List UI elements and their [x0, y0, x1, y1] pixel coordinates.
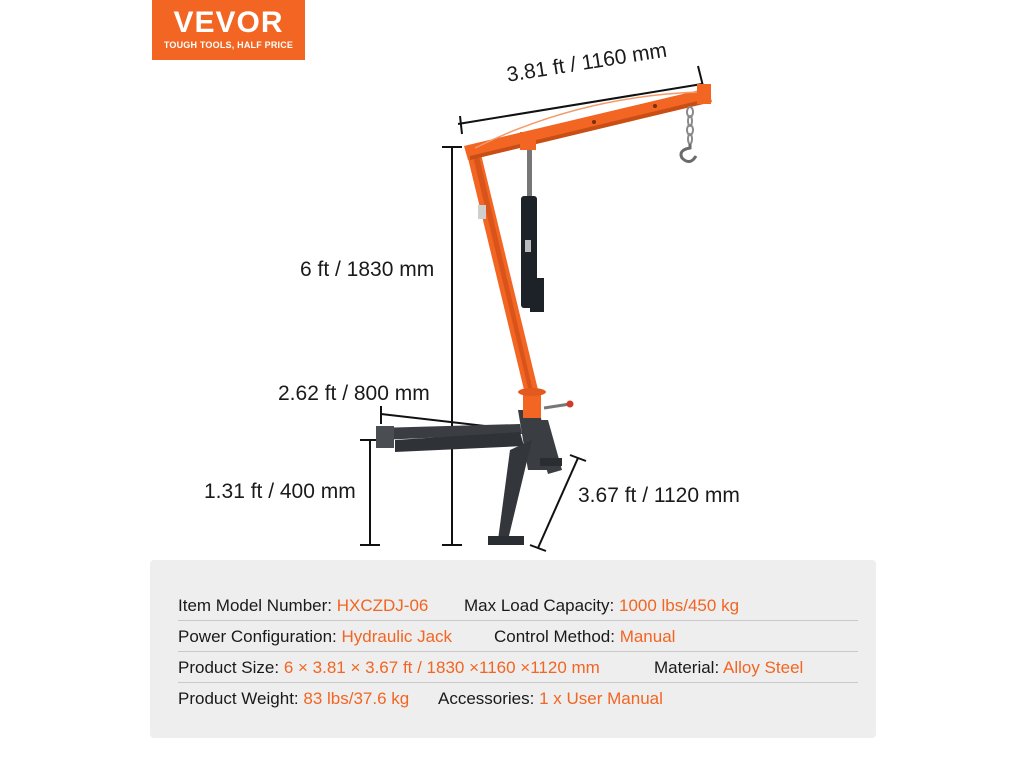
- control-value: Manual: [619, 627, 676, 646]
- model-label: Item Model Number:: [178, 596, 332, 615]
- front-leg: [498, 440, 532, 540]
- chain-hook: [681, 107, 696, 162]
- boom-length-label: 3.81 ft / 1160 mm: [505, 38, 669, 87]
- spec-row-4: [178, 683, 858, 714]
- jack-pump: [530, 278, 544, 312]
- logo-brand-name: VEVOR: [173, 6, 284, 39]
- size-label: Product Size:: [178, 658, 280, 677]
- weight-label: Product Weight:: [178, 689, 299, 708]
- mount-height-label: 1.31 ft / 400 mm: [204, 480, 356, 503]
- specs-panel: [150, 560, 876, 738]
- size-value: 6 × 3.81 × 3.67 ft / 1830 ×1160 ×1120 mm: [283, 658, 600, 677]
- boom-end: [697, 84, 711, 104]
- control-label: Control Method:: [494, 627, 615, 646]
- leg-length-label: 3.67 ft / 1120 mm: [578, 484, 740, 507]
- spec-row-1: [178, 590, 858, 621]
- spec-row-2: [178, 621, 858, 652]
- power-label: Power Configuration:: [178, 627, 337, 646]
- accessories-label: Accessories:: [438, 689, 535, 708]
- accessories-value: 1 x User Manual: [539, 689, 663, 708]
- pump-handle: [544, 404, 570, 408]
- model-value: HXCZDJ-06: [336, 596, 429, 615]
- logo-tagline: TOUGH TOOLS, HALF PRICE: [163, 40, 294, 50]
- crane-boom: [464, 84, 712, 160]
- beam-end-cap: [376, 426, 394, 448]
- height-label: 6 ft / 1830 mm: [300, 258, 435, 281]
- warning-label: [478, 205, 486, 219]
- mount-width-label: 2.62 ft / 800 mm: [278, 382, 430, 405]
- mast-swivel-plate: [518, 388, 546, 396]
- capacity-value: 1000 lbs/450 kg: [618, 596, 740, 615]
- crane-base: [376, 401, 574, 546]
- leg-length-line: [538, 458, 578, 548]
- capacity-label: Max Load Capacity:: [464, 596, 615, 615]
- spec-row-3: [178, 652, 858, 683]
- handle-knob: [567, 401, 574, 408]
- weight-value: 83 lbs/37.6 kg: [303, 689, 410, 708]
- boom-bracket: [520, 132, 536, 150]
- foot-plate: [488, 536, 524, 545]
- material-label: Material:: [654, 658, 720, 677]
- hook-icon: [681, 144, 696, 162]
- hydraulic-jack: [521, 140, 544, 312]
- power-value: Hydraulic Jack: [341, 627, 453, 646]
- material-value: Alloy Steel: [722, 658, 804, 677]
